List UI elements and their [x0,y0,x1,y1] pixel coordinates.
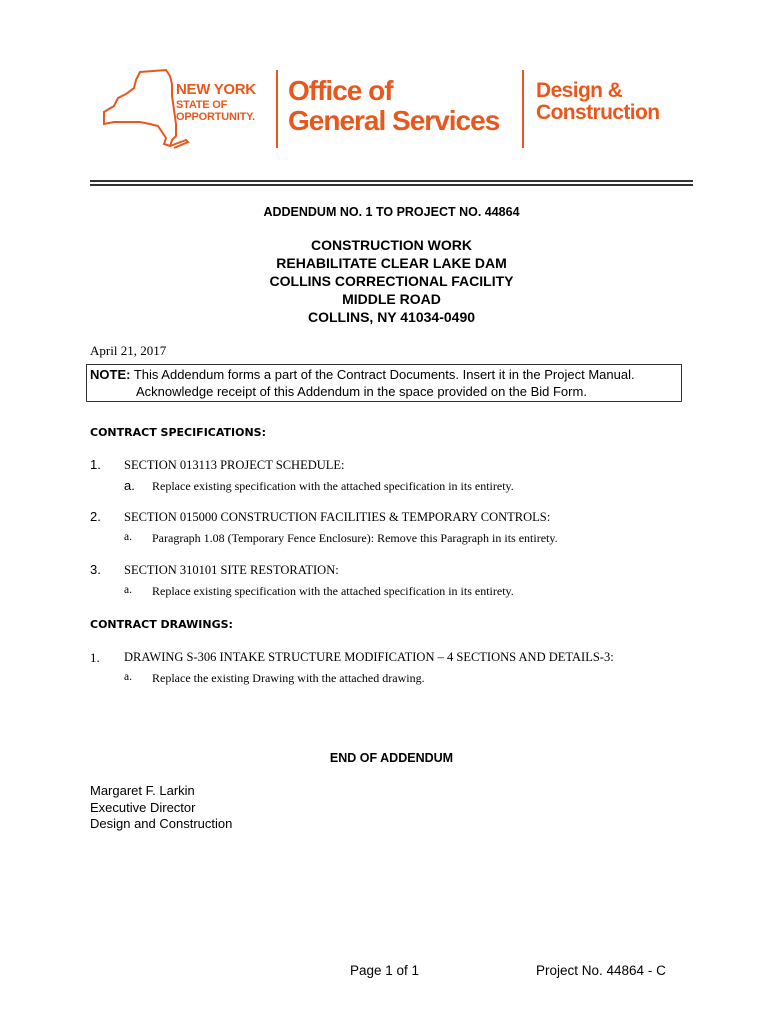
logo-opportunity-text: OPPORTUNITY. [176,111,255,123]
spec-item-title: SECTION 013113 PROJECT SCHEDULE: [124,458,345,472]
drawing-item-title: DRAWING S-306 INTAKE STRUCTURE MODIFICATION – 4 SECTIONS AND DETAILS-3: [124,650,614,664]
end-of-addendum: END OF ADDENDUM [329,751,454,765]
drawing-item-sub-letter: a. [124,671,132,683]
spec-item-title: SECTION 015000 CONSTRUCTION FACILITIES & TEMPORARY CONTROLS: [124,510,551,524]
spec-item-sub-letter: a. [124,531,132,543]
project-line: COLLINS CORRECTIONAL FACILITY [269,273,514,289]
note-text-1: This Addendum forms a part of the Contract Documents. Insert it in the Project Manual. [133,367,635,382]
spec-item-title: SECTION 310101 SITE RESTORATION: [124,563,339,577]
spec-item-sub-letter: a. [124,584,132,596]
drawing-item-sub-text: Replace the existing Drawing with the attached drawing. [152,671,425,685]
logo-divider-2 [522,70,524,148]
logo-divider-1 [276,70,278,148]
spec-item-number: 1. [90,457,101,472]
logo-ogs-line1: Office of [288,75,393,106]
signature-name: Margaret F. Larkin [90,783,195,798]
spec-item-number: 2. [90,509,101,524]
signature-dept: Design and Construction [90,816,233,831]
logo-construction-text: Construction [536,101,660,124]
drawing-item-number: 1. [90,650,100,665]
footer-page-number: Page 1 of 1 [350,963,420,978]
spec-item-sub-text: Replace existing specification with the attached specification in its entirety. [152,584,514,598]
logo-state-of-text: STATE OF [176,99,228,111]
project-line: MIDDLE ROAD [342,291,441,307]
project-line: REHABILITATE CLEAR LAKE DAM [276,255,507,271]
signature-block [90,783,232,833]
logo-design-text: Design & [536,79,623,102]
drawings-heading: CONTRACT DRAWINGS: [90,618,233,631]
project-line: COLLINS, NY 41034-0490 [307,309,476,325]
spec-item-number: 3. [90,562,101,577]
spec-item-sub-text: Paragraph 1.08 (Temporary Fence Enclosure): Remove this Paragraph in its entirety. [152,531,558,545]
spec-item-sub-letter: a. [124,478,135,493]
header-rule-top [90,180,693,182]
specifications-heading: CONTRACT SPECIFICATIONS: [90,426,266,439]
logo-new-york-text: NEW YORK [176,81,256,98]
project-line: CONSTRUCTION WORK [311,237,472,253]
footer-project-number: Project No. 44864 - C [536,963,666,978]
spec-item-sub-text: Replace existing specification with the attached specification in its entirety. [152,479,514,493]
note-line-2: Acknowledge receipt of this Addendum in the space provided on the Bid Form. [136,384,587,399]
date: April 21, 2017 [90,343,167,358]
signature-title: Executive Director [90,799,196,815]
header-rule-bottom [90,184,693,186]
note-label: NOTE: [90,367,131,382]
logo-ogs-line2: General Services [288,105,500,136]
project-block [90,236,693,326]
note-line-1 [90,367,635,382]
addendum-title: ADDENDUM NO. 1 TO PROJECT NO. 44864 [263,205,520,219]
